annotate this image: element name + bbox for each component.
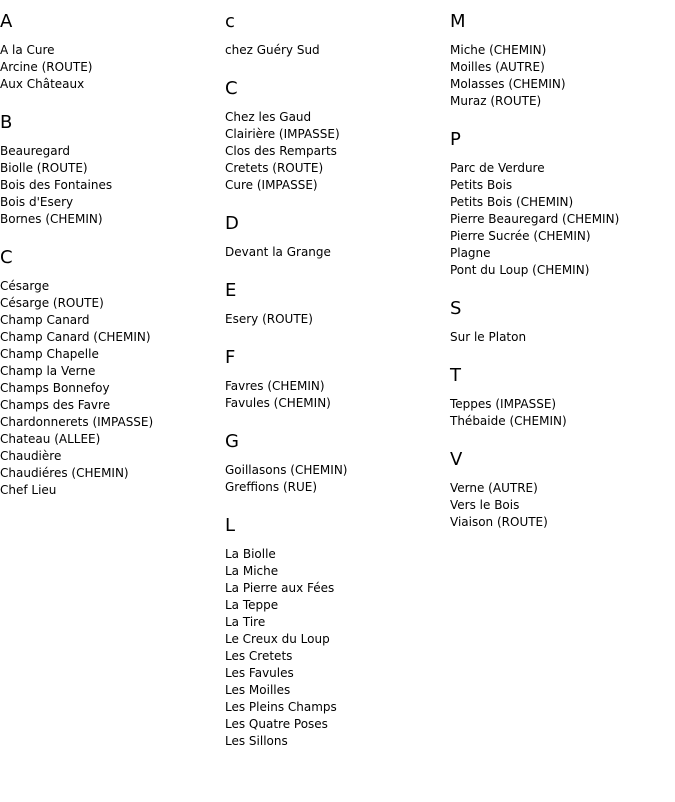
letter-section	[225, 77, 445, 194]
letter-section	[225, 346, 445, 412]
street-link[interactable]: Bois d'Esery	[0, 195, 74, 209]
letter-section	[225, 212, 445, 261]
street-link[interactable]: A la Cure	[0, 43, 55, 57]
street-link[interactable]: Chateau (ALLEE)	[0, 432, 101, 446]
street-list	[225, 546, 445, 750]
street-link[interactable]: Plagne	[450, 246, 491, 260]
street-link[interactable]: Champ Canard	[0, 313, 90, 327]
section-letter-heading: T	[450, 365, 461, 386]
street-link[interactable]: La Teppe	[225, 598, 279, 612]
street-index-column-3	[450, 10, 670, 549]
section-letter-heading: L	[225, 515, 236, 536]
street-link[interactable]: Parc de Verdure	[450, 161, 545, 175]
section-letter-heading: B	[0, 112, 13, 133]
street-link[interactable]: Pont du Loup (CHEMIN)	[450, 263, 590, 277]
street-link[interactable]: Viaison (ROUTE)	[450, 515, 548, 529]
street-link[interactable]: Champ Chapelle	[0, 347, 99, 361]
street-link[interactable]: Champ la Verne	[0, 364, 96, 378]
street-list	[450, 329, 670, 346]
street-link[interactable]: La Miche	[225, 564, 279, 578]
street-link[interactable]: Les Moilles	[225, 683, 291, 697]
section-letter-heading: P	[450, 129, 461, 150]
street-list	[225, 462, 445, 496]
letter-section	[0, 10, 220, 93]
street-index-column-2	[225, 10, 445, 768]
section-letter-heading: G	[225, 431, 239, 452]
street-link[interactable]: Moilles (AUTRE)	[450, 60, 545, 74]
street-list	[450, 160, 670, 279]
street-link[interactable]: Miche (CHEMIN)	[450, 43, 547, 57]
street-link[interactable]: Les Cretets	[225, 649, 293, 663]
letter-section	[450, 128, 670, 279]
section-letter-heading: M	[450, 11, 466, 32]
street-list	[225, 109, 445, 194]
street-link[interactable]: Aux Châteaux	[0, 77, 85, 91]
street-link[interactable]: Pierre Beauregard (CHEMIN)	[450, 212, 620, 226]
street-link[interactable]: Césarge	[0, 279, 50, 293]
street-index-column-1	[0, 10, 220, 517]
street-link[interactable]: La Tire	[225, 615, 266, 629]
street-link[interactable]: Les Quatre Poses	[225, 717, 328, 731]
street-list	[225, 378, 445, 412]
letter-section	[225, 279, 445, 328]
street-list	[450, 396, 670, 430]
letter-section	[225, 430, 445, 496]
street-link[interactable]: Césarge (ROUTE)	[0, 296, 104, 310]
section-letter-heading: c	[225, 11, 235, 32]
street-link[interactable]: Bornes (CHEMIN)	[0, 212, 103, 226]
section-letter-heading: C	[225, 78, 238, 99]
street-link[interactable]: Clairière (IMPASSE)	[225, 127, 340, 141]
section-letter-heading: S	[450, 298, 462, 319]
street-link[interactable]: Greffions (RUE)	[225, 480, 318, 494]
street-list	[0, 143, 220, 228]
street-link[interactable]: Muraz (ROUTE)	[450, 94, 542, 108]
street-link[interactable]: Favres (CHEMIN)	[225, 379, 325, 393]
street-link[interactable]: Cure (IMPASSE)	[225, 178, 318, 192]
letter-section	[225, 10, 445, 59]
street-link[interactable]: Bois des Fontaines	[0, 178, 113, 192]
street-link[interactable]: Thébaide (CHEMIN)	[450, 414, 567, 428]
letter-section	[450, 10, 670, 110]
street-list	[450, 480, 670, 531]
street-link[interactable]: Molasses (CHEMIN)	[450, 77, 566, 91]
street-link[interactable]: Petits Bois	[450, 178, 513, 192]
street-link[interactable]: Les Sillons	[225, 734, 288, 748]
letter-section	[450, 297, 670, 346]
street-link[interactable]: chez Guéry Sud	[225, 43, 320, 57]
street-link[interactable]: Beauregard	[0, 144, 70, 158]
street-link[interactable]: Cretets (ROUTE)	[225, 161, 324, 175]
letter-section	[450, 364, 670, 430]
street-list	[0, 42, 220, 93]
street-link[interactable]: Vers le Bois	[450, 498, 520, 512]
letter-section	[450, 448, 670, 531]
street-link[interactable]: Les Favules	[225, 666, 294, 680]
street-list	[225, 244, 445, 261]
street-link[interactable]: Chez les Gaud	[225, 110, 312, 124]
section-letter-heading: F	[225, 347, 236, 368]
street-list	[0, 278, 220, 499]
street-link[interactable]: La Biolle	[225, 547, 276, 561]
street-link[interactable]: Teppes (IMPASSE)	[450, 397, 557, 411]
section-letter-heading: E	[225, 280, 237, 301]
street-list	[450, 42, 670, 110]
street-link[interactable]: La Pierre aux Fées	[225, 581, 335, 595]
letter-section	[225, 514, 445, 750]
section-letter-heading: V	[450, 449, 463, 470]
street-link[interactable]: Chef Lieu	[0, 483, 57, 497]
letter-section	[0, 111, 220, 228]
street-link[interactable]: Le Creux du Loup	[225, 632, 330, 646]
street-link[interactable]: Champs des Favre	[0, 398, 111, 412]
street-link[interactable]: Chaudière	[0, 449, 62, 463]
street-link[interactable]: Biolle (ROUTE)	[0, 161, 88, 175]
street-link[interactable]: Esery (ROUTE)	[225, 312, 313, 326]
street-link[interactable]: Champ Canard (CHEMIN)	[0, 330, 151, 344]
section-letter-heading: C	[0, 247, 13, 268]
street-link[interactable]: Sur le Platon	[450, 330, 527, 344]
street-link[interactable]: Champs Bonnefoy	[0, 381, 110, 395]
section-letter-heading: A	[0, 11, 13, 32]
street-link[interactable]: Verne (AUTRE)	[450, 481, 538, 495]
street-link[interactable]: Arcine (ROUTE)	[0, 60, 93, 74]
street-link[interactable]: Petits Bois (CHEMIN)	[450, 195, 574, 209]
street-link[interactable]: Les Pleins Champs	[225, 700, 337, 714]
street-link[interactable]: Devant la Grange	[225, 245, 331, 259]
street-list	[225, 311, 445, 328]
street-list	[225, 42, 445, 59]
section-letter-heading: D	[225, 213, 239, 234]
street-link[interactable]: Pierre Sucrée (CHEMIN)	[450, 229, 591, 243]
letter-section	[0, 246, 220, 499]
street-link[interactable]: Chardonnerets (IMPASSE)	[0, 415, 154, 429]
street-link[interactable]: Favules (CHEMIN)	[225, 396, 331, 410]
street-link[interactable]: Clos des Remparts	[225, 144, 337, 158]
street-link[interactable]: Goillasons (CHEMIN)	[225, 463, 348, 477]
street-link[interactable]: Chaudiéres (CHEMIN)	[0, 466, 129, 480]
